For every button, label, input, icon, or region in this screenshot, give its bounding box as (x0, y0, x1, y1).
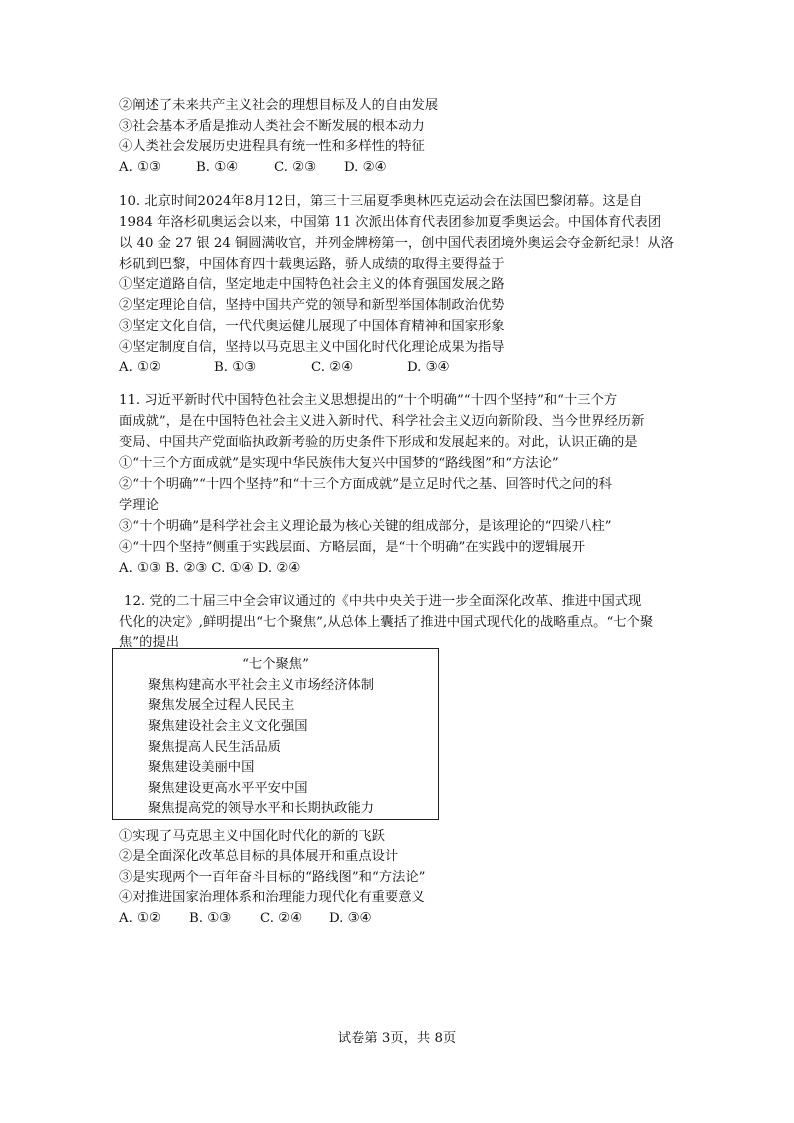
seven-focus-item: 聚焦提高党的领导水平和长期执政能力 (148, 801, 375, 816)
seven-focus-item: 聚焦建设更高水平平安中国 (148, 781, 308, 796)
seven-focus-item: 聚焦构建高水平社会主义市场经济体制 (148, 678, 375, 693)
q9-option-a[interactable]: A. ①③ (119, 160, 161, 175)
q11-item-2: ②“十个明确”“十四个坚持”和“十三个方面成就”是立足时代之基、回答时代之问的科 (119, 477, 612, 492)
seven-focus-title: “七个聚焦” (242, 657, 309, 672)
q12-options (119, 910, 371, 928)
q12-option-c[interactable]: C. ②④ (260, 911, 302, 926)
q12-option-b[interactable]: B. ①③ (189, 911, 232, 926)
q10-item-3: ③坚定文化自信，一代代奥运健儿展现了中国体育精神和国家形象 (119, 319, 505, 334)
q9-item-3: ③社会基本矛盾是推动人类社会不断发展的根本动力 (119, 119, 425, 134)
q12-option-d[interactable]: D. ③④ (329, 911, 372, 926)
q12-item-4: ④对推进国家治理体系和治理能力现代化有重要意义 (119, 890, 425, 905)
q11-item-2-cont: 学理论 (119, 498, 159, 513)
seven-focus-box (112, 648, 439, 820)
q10-item-2: ②坚定理论自信，坚持中国共产党的领导和新型举国体制政治优势 (119, 298, 505, 313)
q10-option-a[interactable]: A. ①② (119, 360, 161, 375)
q11-stem-line-3: 变局、中国共产党面临执政新考验的历史条件下形成和发展起来的。对此，认识正确的是 (119, 435, 638, 450)
q11-item-3: ③“十个明确”是科学社会主义理论最为核心关键的组成部分，是该理论的“四梁八柱” (119, 519, 612, 534)
q12-stem-line-1: 12. 党的二十届三中全会审议通过的《中共中央关于进一步全面深化改革、推进中国式现 (124, 594, 642, 609)
q10-stem-line-3: 以 40 金 27 银 24 铜圆满收官，并列金牌榜第一，创中国代表团境外奥运会夺金新纪录！从洛 (119, 236, 674, 251)
q11-options[interactable]: A. ①③ B. ②③ C. ①④ D. ②④ (119, 561, 301, 576)
q9-item-4: ④人类社会发展历史进程具有统一性和多样性的特征 (119, 139, 425, 154)
seven-focus-item: 聚焦提高人民生活品质 (148, 740, 281, 755)
q11-item-1: ①“十三个方面成就”是实现中华民族伟大复兴中国梦的“路线图”和“方法论” (119, 456, 559, 471)
q10-item-1: ①坚定道路自信，坚定地走中国特色社会主义的体育强国发展之路 (119, 277, 505, 292)
q10-option-c[interactable]: C. ②④ (311, 360, 353, 375)
q10-stem-line-1: 10. 北京时间2024年8月12日，第三十三届夏季奥林匹克运动会在法国巴黎闭幕。这是自 (119, 194, 643, 209)
q11-item-4: ④“十四个坚持”侧重于实践层面、方略层面，是“十个明确”在实践中的逻辑展开 (119, 540, 585, 555)
q12-item-2: ②是全面深化改革总目标的具体展开和重点设计 (119, 849, 399, 864)
q9-option-d[interactable]: D. ②④ (344, 160, 387, 175)
q9-options (119, 159, 386, 177)
q10-option-d[interactable]: D. ③④ (407, 360, 450, 375)
seven-focus-item: 聚焦建设美丽中国 (148, 760, 255, 775)
q9-option-c[interactable]: C. ②③ (274, 160, 316, 175)
q12-option-a[interactable]: A. ①② (119, 911, 161, 926)
q12-stem-line-3: 焦”的提出 (119, 635, 179, 650)
seven-focus-item: 聚焦建设社会主义文化强国 (148, 719, 308, 734)
q12-item-1: ①实现了马克思主义中国化时代化的新的飞跃 (119, 829, 385, 844)
q10-options (119, 359, 449, 377)
q10-stem-line-2: 1984 年洛杉矶奥运会以来，中国第 11 次派出体育代表团参加夏季奥运会。中国体育代表团 (119, 215, 662, 230)
q12-stem-line-2: 代化的决定》,鲜明提出“七个聚焦”,从总体上囊括了推进中国式现代化的战略重点。“七个聚 (119, 615, 654, 630)
q12-item-3: ③是实现两个一百年奋斗目标的“路线图”和“方法论” (119, 870, 426, 885)
q11-stem-line-2: 面成就”，是在中国特色社会主义进入新时代、科学社会主义迈向新阶段、当今世界经历新 (119, 414, 645, 429)
q10-stem-line-4: 杉矶到巴黎，中国体育四十载奥运路，骄人成绩的取得主要得益于 (119, 257, 505, 272)
q9-option-b[interactable]: B. ①④ (196, 160, 239, 175)
q10-item-4: ④坚定制度自信，坚持以马克思主义中国化时代化理论成果为指导 (119, 340, 505, 355)
q11-stem-line-1: 11. 习近平新时代中国特色社会主义思想提出的“十个明确”“十四个坚持”和“十三个方 (119, 393, 618, 408)
q10-option-b[interactable]: B. ①③ (214, 360, 257, 375)
seven-focus-item: 聚焦发展全过程人民民主 (148, 698, 295, 713)
page-footer: 试卷第 3页，共 8页 (337, 1031, 457, 1046)
q9-item-2: ②阐述了未来共产主义社会的理想目标及人的自由发展 (119, 98, 439, 113)
